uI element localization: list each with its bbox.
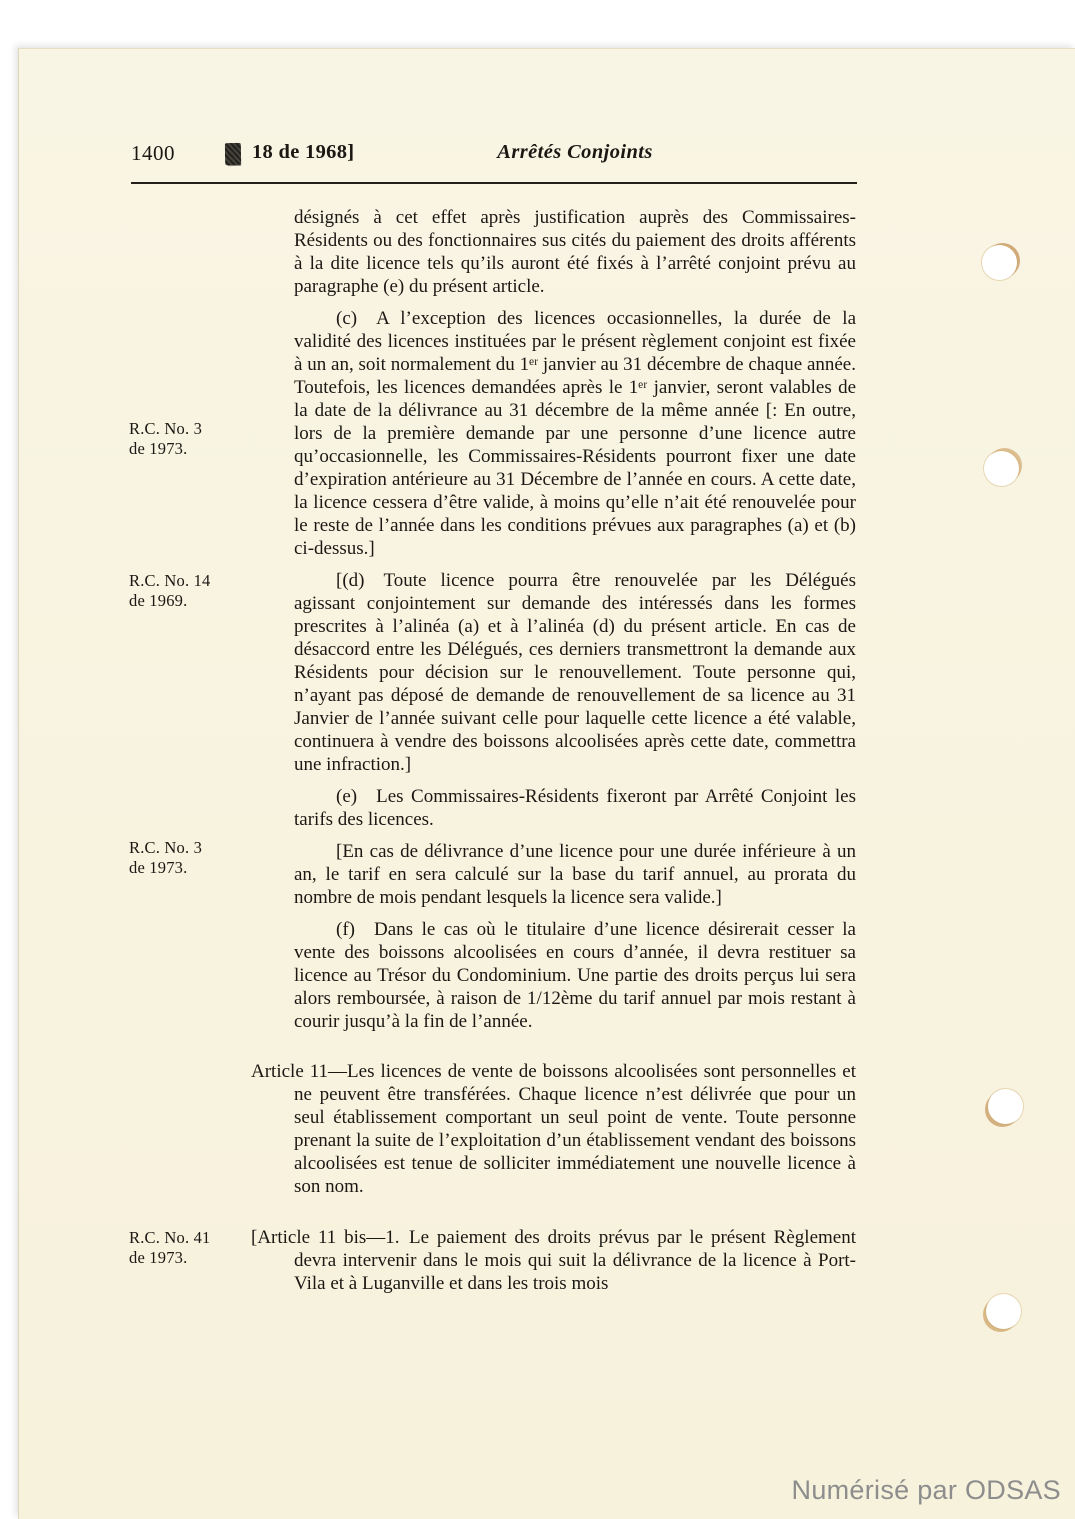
margin-note-line: R.C. No. 14 [129, 571, 211, 590]
punch-hole [986, 1294, 1021, 1329]
paragraph-text: désignés à cet effet après justification auprès des Commissaires-Résidents ou des fonctionnaires sus cités du paiement des droits afférents à la dite licence tels qu’ils auront été fixés à l’arrêté conjoint prévu au paragraphe (e) du présent article. [294, 207, 856, 297]
margin-note [129, 571, 259, 611]
ink-stamp-icon [225, 143, 241, 165]
margin-note-line: R.C. No. 41 [129, 1228, 211, 1247]
paragraph-article-11-bis [129, 1226, 856, 1295]
paragraph-text: Article 11—Les licences de vente de boissons alcoolisées sont personnelles et ne peuvent être transférées. Chaque licence n’est délivrée que pour un seul établissement comportant un seul point de vente. Toute personne prenant la suite de l’exploitation d’un établissement vendant des boissons alcoolisées est tenue de solliciter immédiatement une nouvelle licence à son nom. [251, 1061, 856, 1197]
margin-note-line: de 1973. [129, 1248, 188, 1267]
paragraph-alinea-f [294, 918, 856, 1033]
margin-note-line: R.C. No. 3 [129, 419, 203, 438]
paragraph-alinea-c [129, 307, 856, 560]
margin-note [129, 419, 259, 459]
running-title: Arrêtés Conjoints [497, 141, 653, 163]
scan-credit: Numérisé par ODSAS [791, 1475, 1061, 1505]
issue-reference: 18 de 1968] [252, 141, 355, 163]
document-page [18, 48, 1075, 1519]
paragraph-article-11 [251, 1060, 856, 1198]
page-number: 1400 [131, 141, 175, 165]
header-rule [131, 182, 857, 184]
punch-hole [984, 451, 1019, 486]
page-header [19, 141, 1075, 175]
paragraph-text: (e) Les Commissaires-Résidents fixeront par Arrêté Conjoint les tarifs des licences. [294, 786, 856, 830]
paragraph-text: (f) Dans le cas où le titulaire d’une licence désirerait cesser la vente des boissons alcoolisées en cours d’année, il devra restituer sa licence au Trésor du Condominium. Une partie des droits perçus lui sera alors remboursée, à raison de 1/12ème du tarif annuel par mois restant à courir jusqu’à la fin de l’année. [294, 919, 856, 1032]
margin-note-line: de 1973. [129, 858, 188, 877]
margin-note [129, 838, 259, 878]
margin-note-line: de 1969. [129, 591, 188, 610]
paragraph-alinea-d [129, 569, 856, 776]
paragraph-amendement-tarif [129, 838, 856, 909]
paragraph-text: [Article 11 bis—1. Le paiement des droits prévus par le présent Règlement devra intervenir dans le mois qui suit la délivrance de la licence à Port-Vila et à Luganville et dans les trois mois [251, 1227, 856, 1294]
paragraph-text: [En cas de délivrance d’une licence pour une durée inférieure à un an, le tarif en sera calculé sur la base du tarif annuel, au prorata du nombre de mois pendant lesquels la licence sera valide.] [294, 841, 856, 908]
paragraph-text: (c) A l’exception des licences occasionnelles, la durée de la validité des licences instituées par le présent règlement conjoint est fixée à un an, soit normalement du 1ᵉʳ janvier au 31 décembre de chaque année. Toutefois, les licences demandées après le 1ᵉʳ janvier, seront valables de la date de la délivrance au 31 décembre de la même année [: En outre, lors de la première demande par une personne d’une licence autre qu’occasionnelle, les Commissaires-Résidents pourront fixer une date d’expiration antérieure au 31 Décembre de l’année en cours. A cette date, la licence cessera d’être valide, à moins qu’elle n’ait été renouvelée pour le reste de l’année dans les conditions prévues aux paragraphes (a) et (b) ci-dessus.] [294, 308, 856, 559]
body-text-column [129, 206, 856, 1304]
punch-hole [982, 245, 1017, 280]
paragraph-alinea-e [294, 785, 856, 831]
paragraph-continuation [294, 206, 856, 298]
margin-note-line: R.C. No. 3 [129, 838, 203, 857]
punch-hole [988, 1089, 1023, 1124]
margin-note-line: de 1973. [129, 439, 188, 458]
margin-note [129, 1228, 259, 1268]
paragraph-text: [(d) Toute licence pourra être renouvelée par les Délégués agissant conjointement sur demande des intéressés dans les formes prescrites à l’alinéa (a) et à l’alinéa (d) du présent article. En cas de désaccord entre les Délégués, ces derniers transmettront la demande aux Résidents pour décision sur le renouvellement. Toute personne qui, n’ayant pas déposé de demande de renouvellement de sa licence au 31 Janvier de l’année suivant celle pour laquelle cette licence a été valable, continuera à vendre des boissons alcoolisées après cette date, commettra une infraction.] [294, 570, 856, 775]
